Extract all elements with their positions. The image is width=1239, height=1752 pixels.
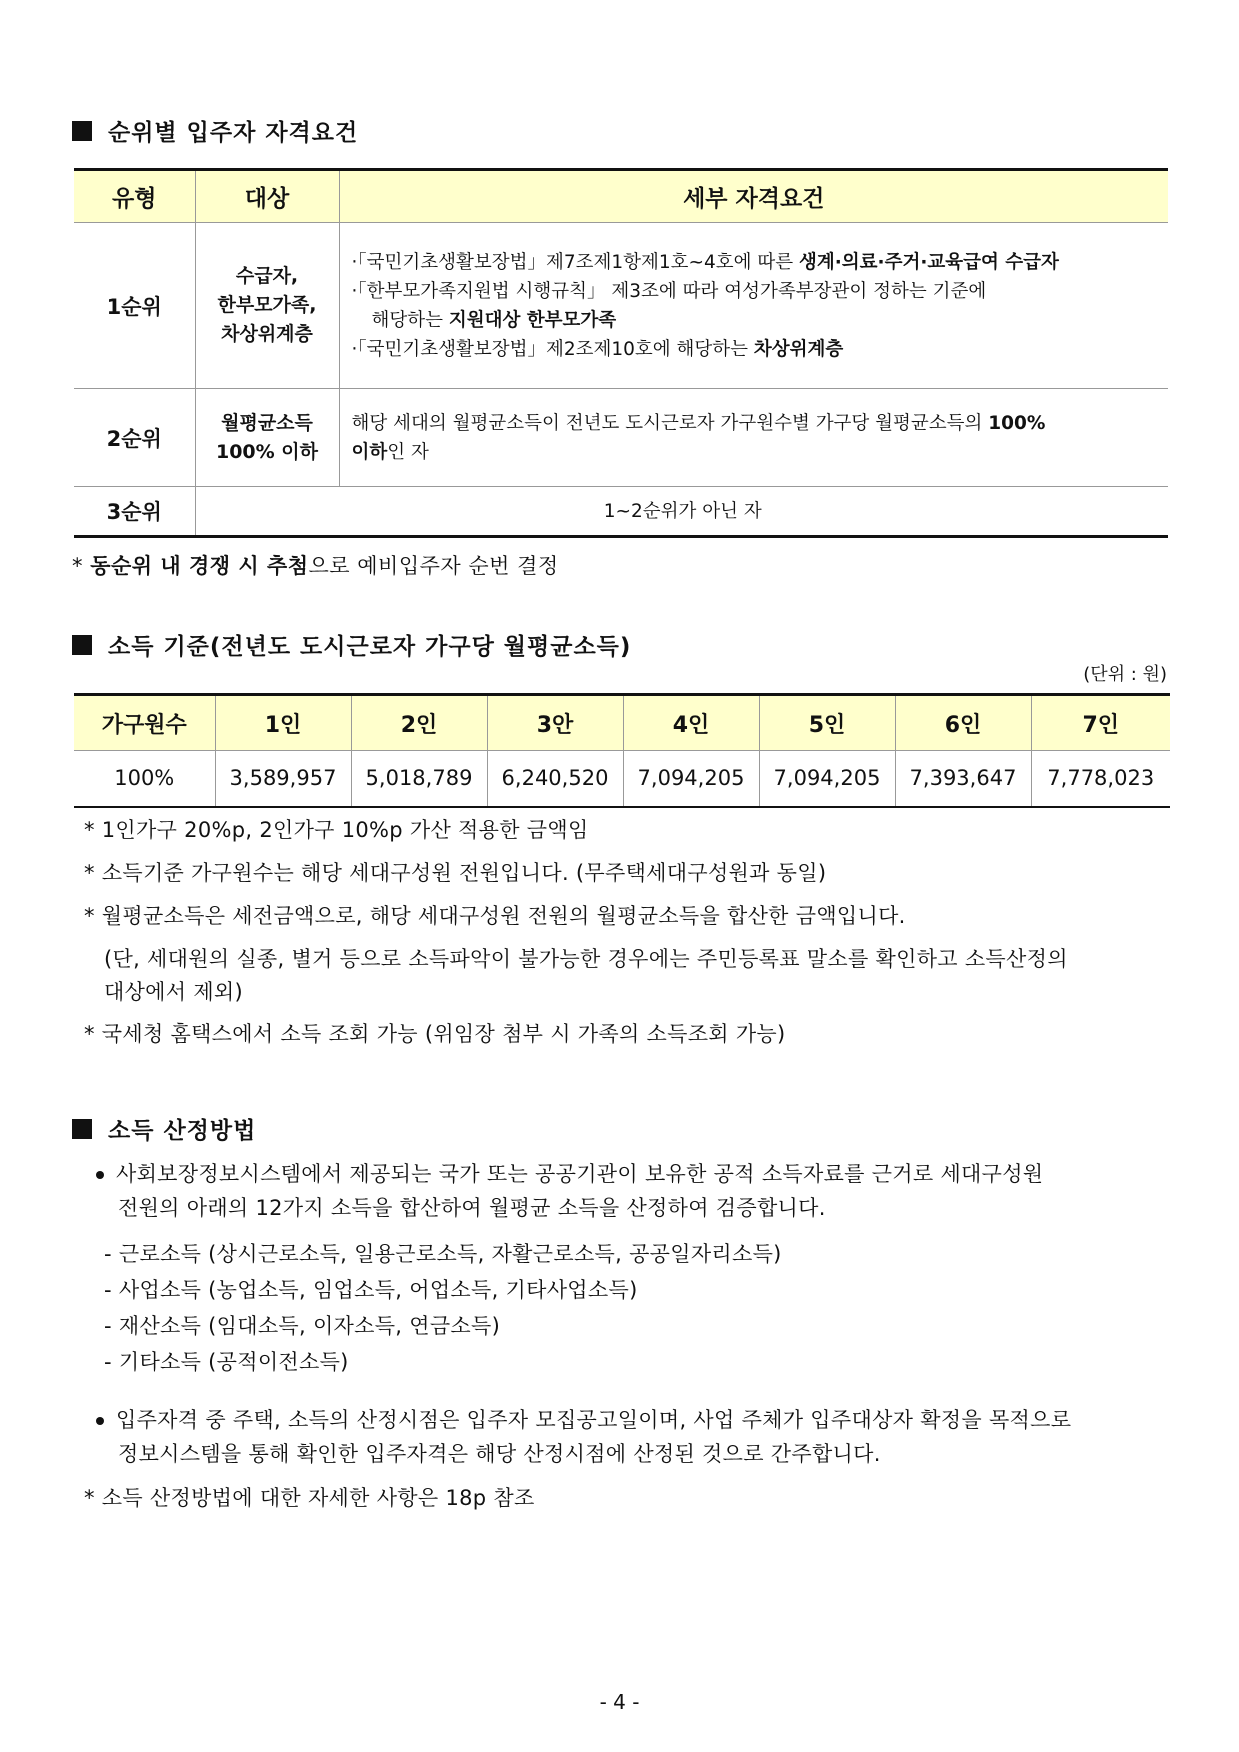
rank1-target: 수급자, 한부모가족, 차상위계층 bbox=[195, 223, 339, 389]
method-paragraph-2-cont: 정보시스템을 통해 확인한 입주자격은 해당 산정시점에 산정된 것으로 간주합니다. bbox=[118, 1442, 881, 1466]
section-title-ranking bbox=[72, 114, 358, 147]
method-item-4: - 기타소득 (공적이전소득) bbox=[104, 1350, 349, 1374]
ranking-table bbox=[74, 168, 1168, 538]
income-header-cell: 3안 bbox=[487, 695, 623, 751]
income-header-cell: 7인 bbox=[1031, 695, 1170, 751]
section-title-income bbox=[72, 628, 631, 661]
income-cell: 7,778,023 bbox=[1031, 751, 1170, 807]
section-title-text: 소득 산정방법 bbox=[108, 1118, 257, 1144]
rank2-type: 2순위 bbox=[74, 389, 195, 487]
income-cell: 3,589,957 bbox=[215, 751, 351, 807]
income-note-3-cont2: 대상에서 제외) bbox=[104, 980, 243, 1004]
method-note: * 소득 산정방법에 대한 자세한 사항은 18p 참조 bbox=[84, 1486, 535, 1510]
bullet-dot-icon bbox=[96, 1171, 104, 1179]
income-header-cell: 4인 bbox=[623, 695, 759, 751]
table-row-rank1 bbox=[74, 223, 1168, 389]
rank3-type: 3순위 bbox=[74, 487, 195, 537]
method-paragraph-1: 사회보장정보시스템에서 제공되는 국가 또는 공공기관이 보유한 공적 소득자료를 근거로 세대구성원 bbox=[96, 1158, 1043, 1191]
income-header-cell: 1인 bbox=[215, 695, 351, 751]
section-title-text: 소득 기준(전년도 도시근로자 가구당 월평균소득) bbox=[108, 634, 632, 660]
method-paragraph-1-cont: 전원의 아래의 12가지 소득을 합산하여 월평균 소득을 산정하여 검증합니다. bbox=[118, 1196, 826, 1220]
income-note-3-cont1: (단, 세대원의 실종, 별거 등으로 소득파악이 불가능한 경우에는 주민등록표 말소를 확인하고 소득산정의 bbox=[104, 947, 1068, 971]
method-item-1: - 근로소득 (상시근로소득, 일용근로소득, 자활근로소득, 공공일자리소득) bbox=[104, 1242, 782, 1266]
income-table bbox=[74, 693, 1170, 808]
square-bullet-icon bbox=[72, 635, 92, 655]
income-cell: 7,393,647 bbox=[895, 751, 1031, 807]
header-type: 유형 bbox=[74, 170, 195, 223]
rank1-detail: ·「국민기초생활보장법」제7조제1항제1호~4호에 따른 생계·의료·주거·교육급여 수급자 ·「한부모가족지원법 시행규칙」 제3조에 따라 여성가족부장관이 정하는 기준에 해당하는 지원대상 한부모가족 ·「국민기초생활보장법」제2조제10호에 해당하는 차상위계층 bbox=[339, 223, 1168, 389]
unit-label: (단위 : 원) bbox=[1083, 664, 1167, 685]
square-bullet-icon bbox=[72, 121, 92, 141]
rank2-target: 월평균소득 100% 이하 bbox=[195, 389, 339, 487]
header-target: 대상 bbox=[195, 170, 339, 223]
table-header-row bbox=[74, 170, 1168, 223]
method-item-2: - 사업소득 (농업소득, 임업소득, 어업소득, 기타사업소득) bbox=[104, 1278, 638, 1302]
income-header-row bbox=[74, 695, 1170, 751]
income-header-cell: 6인 bbox=[895, 695, 1031, 751]
rank3-detail: 1~2순위가 아닌 자 bbox=[195, 487, 1168, 537]
bullet-dot-icon bbox=[96, 1417, 104, 1425]
income-cell: 5,018,789 bbox=[351, 751, 487, 807]
table-row-rank3 bbox=[74, 487, 1168, 537]
square-bullet-icon bbox=[72, 1119, 92, 1139]
rank1-type: 1순위 bbox=[74, 223, 195, 389]
page-number: - 4 - bbox=[599, 1690, 640, 1714]
rank2-detail: 해당 세대의 월평균소득이 전년도 도시근로자 가구원수별 가구당 월평균소득의 100% 이하인 자 bbox=[339, 389, 1168, 487]
income-header-cell: 가구원수 bbox=[74, 695, 215, 751]
income-cell: 7,094,205 bbox=[759, 751, 895, 807]
header-detail: 세부 자격요건 bbox=[339, 170, 1168, 223]
section-title-method bbox=[72, 1112, 256, 1145]
income-note-4: * 국세청 홈택스에서 소득 조회 가능 (위임장 첨부 시 가족의 소득조회 가능) bbox=[84, 1022, 786, 1046]
table-row-rank2 bbox=[74, 389, 1168, 487]
section-title-text: 순위별 입주자 자격요건 bbox=[108, 120, 359, 146]
income-header-cell: 5인 bbox=[759, 695, 895, 751]
income-note-3: * 월평균소득은 세전금액으로, 해당 세대구성원 전원의 월평균소득을 합산한 금액입니다. bbox=[84, 904, 906, 928]
income-cell: 6,240,520 bbox=[487, 751, 623, 807]
income-header-cell: 2인 bbox=[351, 695, 487, 751]
ranking-note: * 동순위 내 경쟁 시 추첨으로 예비입주자 순번 결정 bbox=[72, 554, 559, 578]
method-item-3: - 재산소득 (임대소득, 이자소득, 연금소득) bbox=[104, 1314, 501, 1338]
income-cell: 7,094,205 bbox=[623, 751, 759, 807]
income-note-1: * 1인가구 20%p, 2인가구 10%p 가산 적용한 금액임 bbox=[84, 818, 589, 842]
income-note-2: * 소득기준 가구원수는 해당 세대구성원 전원입니다. (무주택세대구성원과 동일) bbox=[84, 861, 827, 885]
method-paragraph-2: 입주자격 중 주택, 소득의 산정시점은 입주자 모집공고일이며, 사업 주체가 입주대상자 확정을 목적으로 bbox=[96, 1404, 1071, 1437]
income-cell: 100% bbox=[74, 751, 215, 807]
income-data-row bbox=[74, 751, 1170, 807]
